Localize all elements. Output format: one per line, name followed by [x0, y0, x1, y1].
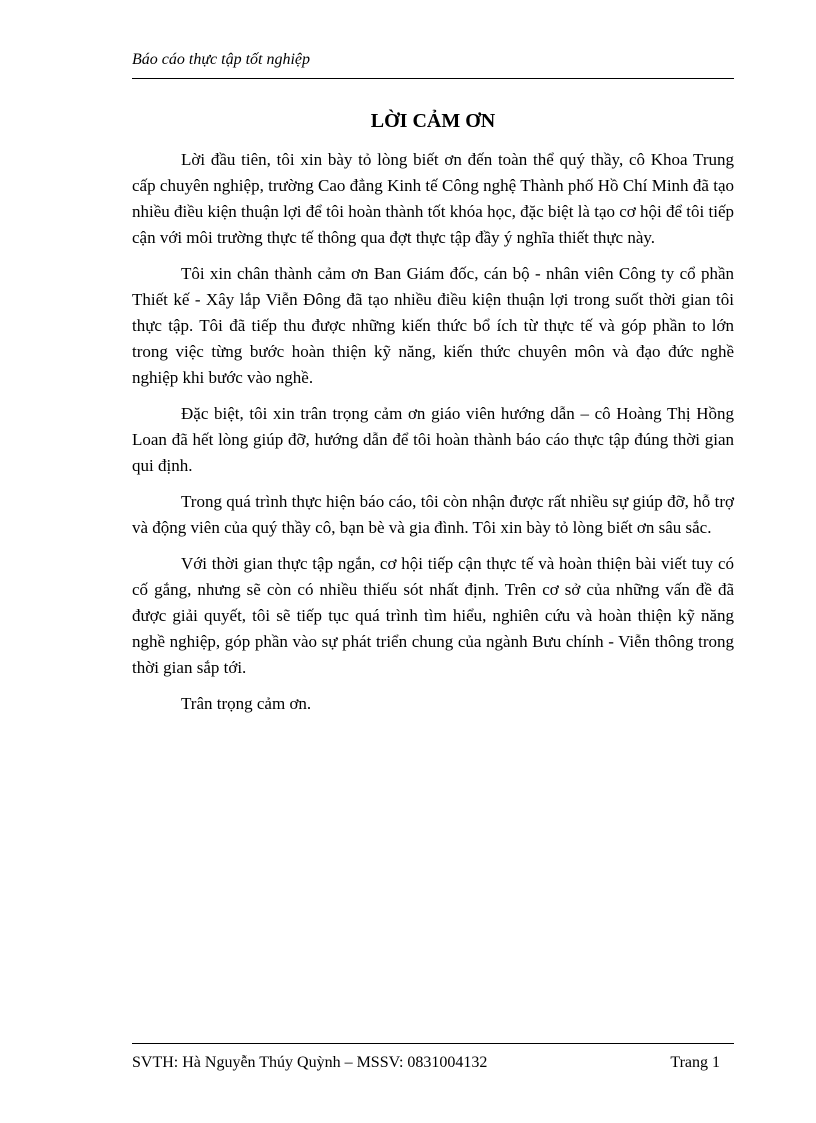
paragraph-company-thanks: Tôi xin chân thành cảm ơn Ban Giám đốc, cán bộ - nhân viên Công ty cổ phần Thiết kế - Xây lắp Viễn Đông đã tạo nhiều điều kiện thuận lợi trong suốt thời gian tôi thực tập. Tôi đã tiếp thu được những kiến thức bổ ích từ thực tế và góp phần to lớn trong việc từng bước hoàn thiện kỹ năng, kiến thức chuyên môn và đạo đức nghề nghiệp khi bước vào nghề.	[132, 264, 734, 387]
paragraph-instructor-thanks: Đặc biệt, tôi xin trân trọng cảm ơn giáo viên hướng dẫn – cô Hoàng Thị Hồng Loan đã hết lòng giúp đỡ, hướng dẫn để tôi hoàn thành báo cáo thực tập đúng thời gian qui định.	[132, 404, 734, 475]
footer-divider	[132, 1043, 734, 1044]
page-header	[132, 50, 734, 79]
paragraph-closing: Trân trọng cảm ơn.	[181, 694, 312, 713]
footer-page-number: Trang 1	[670, 1054, 720, 1071]
document-body	[132, 147, 734, 727]
paragraph-family-thanks: Trong quá trình thực hiện báo cáo, tôi còn nhận được rất nhiều sự giúp đỡ, hỗ trợ và động viên của quý thầy cô, bạn bè và gia đình. Tôi xin bày tỏ lòng biết ơn sâu sắc.	[132, 492, 734, 537]
footer-student-info: SVTH: Hà Nguyễn Thúy Quỳnh – MSSV: 0831004132	[132, 1054, 488, 1071]
page-title: LỜI CẢM ƠN	[370, 110, 496, 132]
paragraph-conclusion: Với thời gian thực tập ngắn, cơ hội tiếp cận thực tế và hoàn thiện bài viết tuy có cố gắng, nhưng sẽ còn có nhiều thiếu sót nhất định. Trên cơ sở của những vấn đề đã được giải quyết, tôi sẽ tiếp tục quá trình tìm hiểu, nghiên cứu và hoàn thiện kỹ năng nghề nghiệp, góp phần vào sự phát triển chung của ngành Bưu chính - Viễn thông trong thời gian sắp tới.	[132, 554, 734, 677]
header-text: Báo cáo thực tập tốt nghiệp	[132, 51, 311, 68]
paragraph-intro: Lời đầu tiên, tôi xin bày tỏ lòng biết ơn đến toàn thể quý thầy, cô Khoa Trung cấp chuyên nghiệp, trường Cao đẳng Kinh tế Công nghệ Thành phố Hồ Chí Minh đã tạo nhiều điều kiện thuận lợi để tôi hoàn thành tốt khóa học, đặc biệt là tạo cơ hội để tôi tiếp cận với môi trường thực tế thông qua đợt thực tập đầy ý nghĩa thiết thực này.	[132, 150, 734, 247]
